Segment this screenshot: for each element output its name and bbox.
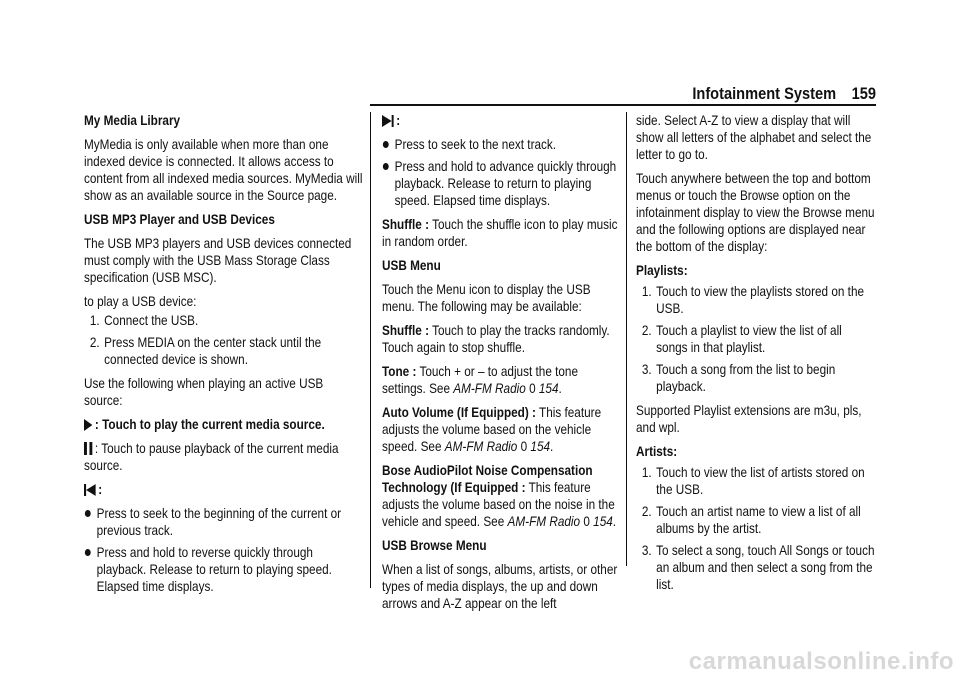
list-item: 1. Touch to view the playlists stored on the USB. — [641, 283, 865, 316]
list-item: 1. Connect the USB. — [89, 312, 199, 328]
list-item: 2. Press MEDIA on the center stack until the connected device is shown. — [89, 334, 322, 367]
shuffle2-paragraph: Shuffle : Touch to play the tracks randomly. Touch again to stop shuffle. — [382, 322, 610, 355]
browse-heading: USB Browse Menu — [382, 537, 487, 553]
playlists-heading: Playlists: — [636, 262, 688, 278]
list-item: Press and hold to reverse quickly through playback. Release to return to playing speed. Elapsed time displays. — [84, 544, 364, 595]
shuffle-paragraph: Shuffle : Touch the shuffle icon to play music in random order. — [382, 216, 618, 249]
pause-icon — [84, 442, 92, 455]
artist-steps — [636, 464, 876, 593]
touch-anywhere-text: Touch anywhere between the top and bottom menus or touch the Browse option on the infotainment display to view the Browse menu and the following options are displayed near the bottom of the display: — [636, 170, 875, 254]
list-item: 1. Touch to view the list of artists stored on the USB. — [641, 464, 865, 497]
auto-volume-paragraph: Auto Volume (If Equipped) : This feature adjusts the volume based on the vehicle speed. See AM-FM Radio 0 154. — [382, 404, 602, 454]
usb-heading: USB MP3 Player and USB Devices — [84, 211, 275, 227]
usb-text: The USB MP3 players and USB devices connected must comply with the USB Mass Storage Class specification (USB MSC). — [84, 235, 352, 285]
header-rule — [370, 104, 876, 106]
list-item: 3. To select a song, touch All Songs or touch an album and then select a song from the list. — [641, 542, 875, 592]
my-media-text: MyMedia is only available when more than one indexed device is connected. It allows access to content from all indexed media sources. MyMedia will show as an available source in the Source page. — [84, 136, 363, 203]
next-track-icon — [382, 115, 394, 127]
list-item: Press and hold to advance quickly through playback. Release to return to playing speed. Elapsed time displays. — [382, 158, 618, 209]
use-following-text: Use the following when playing an active USB source: — [84, 375, 324, 408]
my-media-heading: My Media Library — [84, 112, 181, 128]
next-line: : — [382, 112, 618, 129]
column-divider-1 — [370, 112, 371, 588]
usb-steps — [84, 312, 364, 368]
list-item: Press to seek to the next track. — [382, 136, 618, 153]
page-number: 159 — [851, 84, 876, 103]
page-header — [673, 84, 876, 106]
column-1 — [84, 112, 364, 602]
bose-paragraph: Bose AudioPilot Noise Compensation Technology (If Equipped : This feature adjusts the volume based on the noise in the vehicle and speed. See AM-FM Radio 0 154. — [382, 462, 617, 529]
play-icon — [84, 419, 92, 431]
playlist-extensions-text: Supported Playlist extensions are m3u, pls, and wpl. — [636, 402, 862, 435]
list-item: Press to seek to the beginning of the current or previous track. — [84, 505, 364, 539]
artists-heading: Artists: — [636, 443, 678, 459]
usb-menu-heading: USB Menu — [382, 257, 441, 273]
tone-paragraph: Tone : Touch + or – to adjust the tone settings. See AM-FM Radio 0 154. — [382, 363, 579, 396]
previous-bullets — [84, 505, 364, 595]
list-item: 2. Touch a playlist to view the list of all songs in that playlist. — [641, 322, 842, 355]
usb-menu-text: Touch the Menu icon to display the USB menu. The following may be available: — [382, 281, 591, 314]
browse-text: When a list of songs, albums, artists, or other types of media displays, the up and down arrows and A-Z appear on the left — [382, 561, 618, 611]
previous-line: : — [84, 481, 364, 498]
section-title: Infotainment System — [692, 84, 837, 103]
pause-line: : Touch to pause playback of the current media source. — [84, 440, 339, 473]
list-item: 3. Touch a song from the list to begin playback. — [641, 361, 836, 394]
column-2 — [382, 112, 618, 619]
tone-ref-link[interactable]: AM-FM Radio — [453, 380, 526, 396]
list-item: 2. Touch an artist name to view a list of all albums by the artist. — [641, 503, 861, 536]
watermark: carmanualsonline.info — [688, 648, 954, 675]
auto-volume-ref-link[interactable]: AM-FM Radio — [444, 438, 518, 454]
browse-continued-text: side. Select A-Z to view a display that will show all letters of the alphabet and select the letter to go to. — [636, 112, 872, 162]
play-line: : Touch to play the current media source. — [84, 416, 364, 433]
column-3 — [636, 112, 876, 600]
to-play-text: to play a USB device: — [84, 293, 197, 309]
next-bullets — [382, 136, 618, 209]
playlist-steps — [636, 283, 876, 395]
previous-track-icon — [84, 484, 96, 496]
column-divider-2 — [626, 112, 627, 566]
bose-ref-link[interactable]: AM-FM Radio — [507, 513, 581, 529]
